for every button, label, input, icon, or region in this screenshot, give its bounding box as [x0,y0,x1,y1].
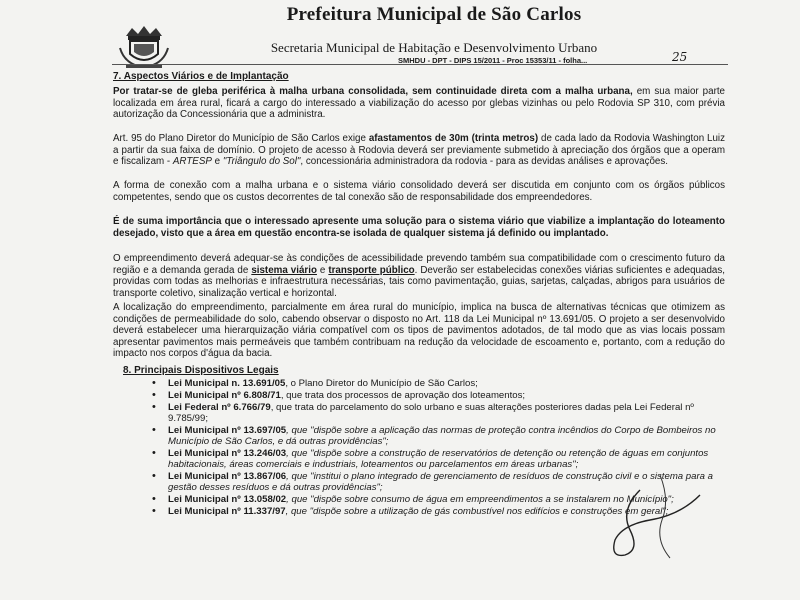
process-reference: SMHDU - DPT - DIPS 15/2011 - Proc 15353/11 - folha... [398,56,588,65]
list-item [150,402,725,424]
section-8-heading: 8. Principais Dispositivos Legais [123,365,279,376]
p5-underline-sistema-viario: sistema viário [251,264,317,276]
p5-text-a: O empreendimento deverá adequar-se às condições de acessibilidade prevendo também sua compatibilidade com o crescimento futuro da região e a demanda gerada de [113,253,725,276]
p1-bold-text: Por tratar-se de gleba periférica à malha urbana consolidada, sem continuidade direta com a malha urbana, [113,86,633,97]
p3-text: A forma de conexão com a malha urbana e o sistema viário consolidado deverá ser discutida em conjunto com os órgãos públicos competentes, sendo que os custos decorrentes de tal conexão são de responsabilidade dos empreendedores. [113,180,725,203]
p5-text-b: e [316,264,329,276]
list-item [150,448,725,470]
document-subtitle: Secretaria Municipal de Habitação e Desenvolvimento Urbano [270,40,598,55]
law-name: Lei Municipal nº 13.246/03 [168,448,287,459]
section-7-paragraph-5 [113,253,725,299]
p2-text-a: Art. 95 do Plano Diretor do Município de São Carlos exige [113,133,369,144]
section-7-paragraph-6 [113,302,725,360]
p2-text-d: , concessionária administradora da rodovia - para as devidas análises e aprovações. [300,156,668,168]
section-7-paragraph-2 [113,133,725,168]
p1-text: em sua maior parte localizada em área rural, ficará a cargo do interessado a viabilização do acesso por glebas vizinhas ou pelo Rodovia SP 310, com prévia autorização da Concessionária que a administra. [113,86,726,121]
handwritten-scribble-icon [600,470,720,560]
law-description: , que "dispõe sobre consumo de água em empreendimentos a se instalarem no Município"; [286,494,674,505]
header-divider [112,64,728,65]
list-item [150,378,725,389]
section-7-paragraph-4 [113,216,725,239]
list-item [150,390,725,401]
law-description: , que trata do parcelamento do solo urbano e suas alterações posteriores dadas pela Lei Federal nº 9.785/99; [168,402,694,424]
law-name: Lei Federal nº 6.766/79 [168,402,271,413]
law-name: Lei Municipal nº 13.697/05 [168,425,287,436]
p2-text-b: de cada lado da Rodovia Washington Luiz a partir da sua faixa de domínio. O projeto de acesso à Rodovia deverá ser previamente submetido à apreciação dos órgãos que a operam e fiscalizam - [113,133,725,168]
p2-italic-triangulo: "Triângulo do Sol" [222,156,301,168]
law-name: Lei Municipal n. 13.691/05 [168,378,286,389]
p5-text-c: . Deverão ser estabelecidas conexões viárias suficientes e adequadas, providas com todas as melhorias e infraestrutura necessárias, tais como pavimentação, guias, sarjetas, calçadas, abrigos para usuários de transporte coletivo, sinalização vertical e horizontal. [113,264,725,299]
p5-underline-transporte-publico: transporte público [328,264,415,276]
section-7-paragraph-3 [113,180,725,203]
law-description: , que "institui o plano integrado de gerenciamento de resíduos de construção civil e o sistema para a gestão desses resíduos e dá outras providências"; [168,471,714,493]
law-description: , que "dispõe sobre a construção de reservatórios de detenção ou retenção de águas em conjuntos habitacionais, áreas comerciais e industriais, loteamentos ou parcelamentos em áreas urbanas"; [168,448,709,470]
p4-bold-text: É de suma importância que o interessado apresente uma solução para o sistema viário que viabilize a implantação do loteamento desejado, visto que a área em questão encontra-se isolada de qualquer sistema já definido ou implantado. [113,216,725,239]
law-description: , que trata dos processos de aprovação dos loteamentos; [280,390,526,401]
law-name: Lei Municipal nº 11.337/97 [168,506,286,517]
handwritten-page-number: 25 [672,50,688,64]
city-coat-of-arms-icon [118,22,170,70]
p6-text: A localização do empreendimento, parcialmente em área rural do município, implica na busca de alternativas técnicas que otimizem as condições de permeabilidade do solo, cabendo observar o disposto no Art. 118 da Lei Municipal nº 13.691/05. O projeto a ser desenvolvido deverá estabelecer uma hierarquização viária compatível com os tipos de pavimentos adotados, de tal modo que as vias locais possam apresentar pavimentos mais permeáveis que também contribuam na redução da velocidade de escoamento e, portanto, com a redução do impacto nos corpos d'água da bacia. [113,302,725,360]
section-7-paragraph-1 [113,86,725,121]
p2-text-c: e [211,156,223,168]
law-name: Lei Municipal nº 13.867/06 [168,471,287,482]
law-description: , o Plano Diretor do Município de São Carlos; [285,378,478,389]
section-7-heading: 7. Aspectos Viários e de Implantação [113,71,289,82]
list-item [150,425,725,447]
law-description: , que "dispõe sobre a aplicação das normas de proteção contra incêndios do Corpo de Bombeiros no Município de São Carlos, e dá outras providências"; [168,425,716,447]
p2-italic-artesp: ARTESP [172,156,212,168]
law-description: , que "dispõe sobre a utilização de gás combustível nos edifícios e construções em geral"; [285,506,669,517]
document-title: Prefeitura Municipal de São Carlos [286,4,582,25]
law-name: Lei Municipal nº 13.058/02 [168,494,287,505]
p2-bold-text: afastamentos de 30m (trinta metros) [368,133,539,144]
law-name: Lei Municipal nº 6.808/71 [168,390,281,401]
